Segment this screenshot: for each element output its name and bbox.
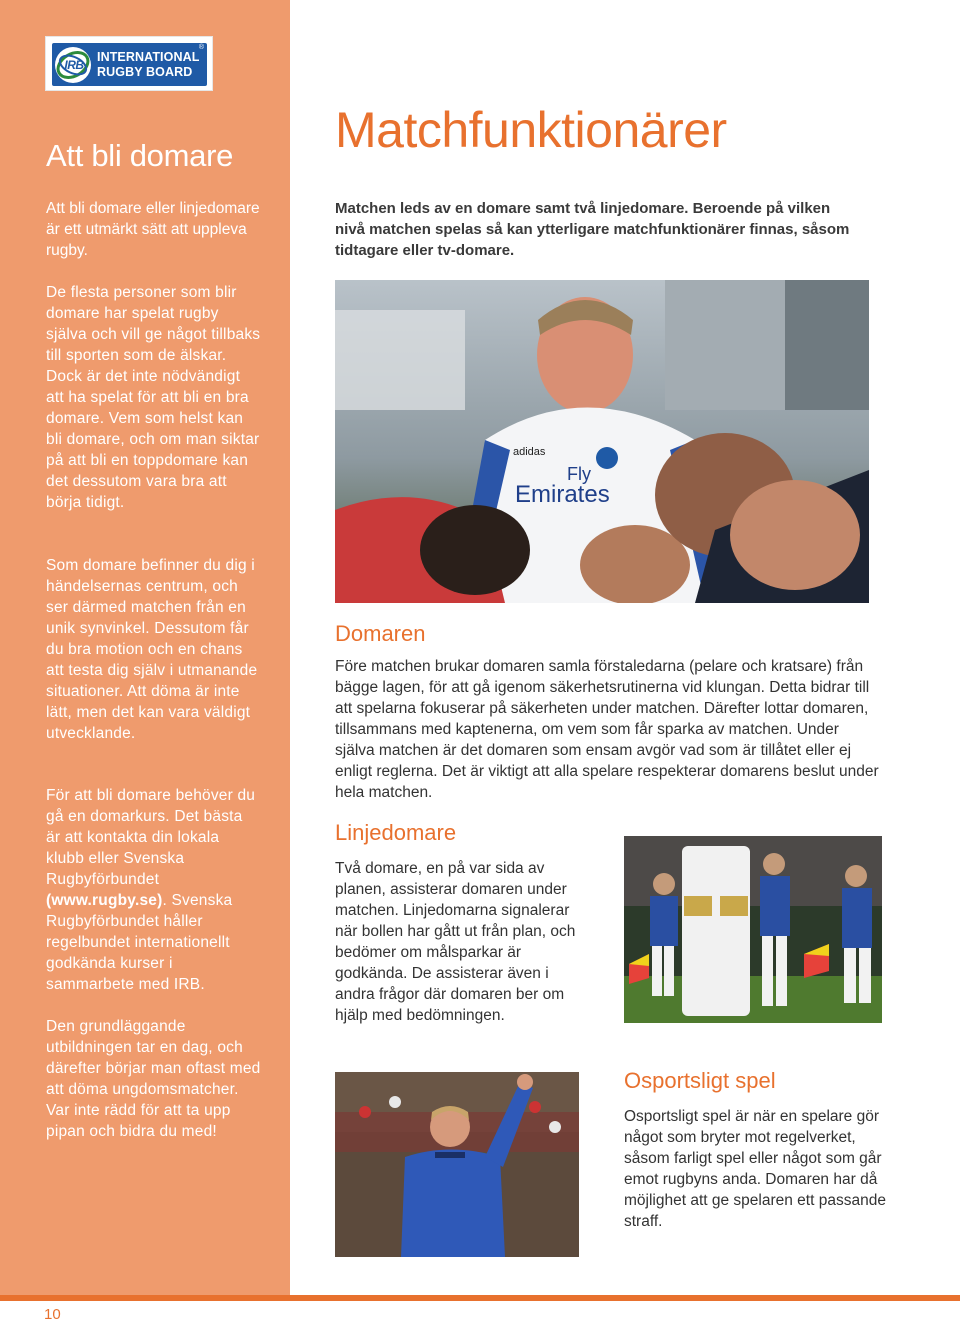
domaren-heading: Domaren [335,621,426,646]
logo-registered: ® [198,44,204,51]
lead-paragraph: Matchen leds av en domare samt två linjedomare. Beroende på vilken nivå matchen spelas så kan ytterligare matchfunktionärer finnas, såsom tidtagare eller tv-domare. [335,200,850,259]
sidebar-paragraph-1: De flesta personer som blir domare har spelat rugby själva och vill ge något tillbaks till sporten som de älskar. Dock är det inte nödvändigt att ha spelat för att bli en bra domare. Vem som helst kan bli domare, och om man siktar på att bli en toppdomare kan det dessutom vara bra att börja tidigt. [46,284,261,511]
touch-judges-photo [624,836,882,1023]
sidebar-title: Att bli domare [46,138,234,173]
page-number: 10 [44,1306,61,1323]
osportsligt-text: Osportsligt spel är när en spelare gör något som bryter mot regelverket, såsom farligt spel eller något som går emot rugbyns anda. Domaren har då möjlighet att ge spelaren ett passande straff. [624,1108,886,1230]
domaren-text: Före matchen brukar domaren samla förstaledarna (pelare och kratsare) från bägge lagen, för att gå igenom säkerhetsrutinerna vid klungan. Detta bidrar till att spelarna fokuserar på säkerheten under matchen. Därefter lottar domaren, tillsammans med kaptenerna, om vem som får sparka av matchen. Under själva matchen är det domaren som ensam avgör vad som är tillåtet eller ej enligt reglerna. Det är viktigt att alla spelare respekterar domarens beslut under hela matchen. [335,658,879,801]
kit-brand-text: adidas [513,446,546,458]
logo-emblem-text: IRB [64,58,84,72]
irb-ball-icon [55,47,91,83]
rugby-se-link[interactable]: (www.rugby.se) [46,892,163,909]
touch-judges-graphic [624,836,882,1023]
sponsor-fly-text: Fly [567,464,591,484]
logo-line-1: INTERNATIONAL [97,50,200,64]
referee-scrum-photo [335,280,869,603]
sidebar [0,0,290,1295]
sidebar-paragraph-3-start: För att bli domare behöver du gå en domarkurs. Det bästa är att kontakta din lokala klubb eller Svenska Rugbyförbundet [46,787,256,888]
referee-signal-graphic [335,1072,579,1257]
sponsor-emirates-text: Emirates [515,481,610,508]
logo-plate [52,43,207,86]
linjedomare-heading: Linjedomare [335,820,457,845]
sidebar-paragraph-3-end: . Svenska Rugbyförbundet håller regelbundet internationellt godkända kurser i sammarbete med IRB. [46,892,233,993]
footer-bar [0,1295,960,1301]
sidebar-intro: Att bli domare eller linjedomare är ett utmärkt sätt att uppleva rugby. [46,200,260,259]
sidebar-paragraph-3 [46,785,261,995]
irb-logo [45,36,213,91]
referee-signal-photo [335,1072,579,1257]
referee-scrum-graphic [335,280,869,603]
page-title: Matchfunktionärer [335,102,727,158]
linjedomare-text: Två domare, en på var sida av planen, assisterar domaren under matchen. Linjedomarna signalerar när bollen har gått ut från plan, och bedömer om målsparkar är godkända. De assisterar även i andra frågor där domaren ber om hjälp med bedömningen. [335,860,576,1024]
sidebar-paragraph-2: Som domare befinner du dig i händelsernas centrum, och ser därmed matchen från en unik synvinkel. Dessutom får du bra motion och en chans att testa dig själv i utmanande situationer. Att döma är inte lätt, men det kan vara väldigt utvecklande. [46,557,258,742]
logo-line-2: RUGBY BOARD [97,65,193,79]
osportsligt-heading: Osportsligt spel [624,1068,776,1093]
sidebar-paragraph-4: Den grundläggande utbildningen tar en dag, och därefter börjar man oftast med att döma ungdomsmatcher. Var inte rädd för att ta upp pipan och bidra du med! [46,1018,261,1140]
